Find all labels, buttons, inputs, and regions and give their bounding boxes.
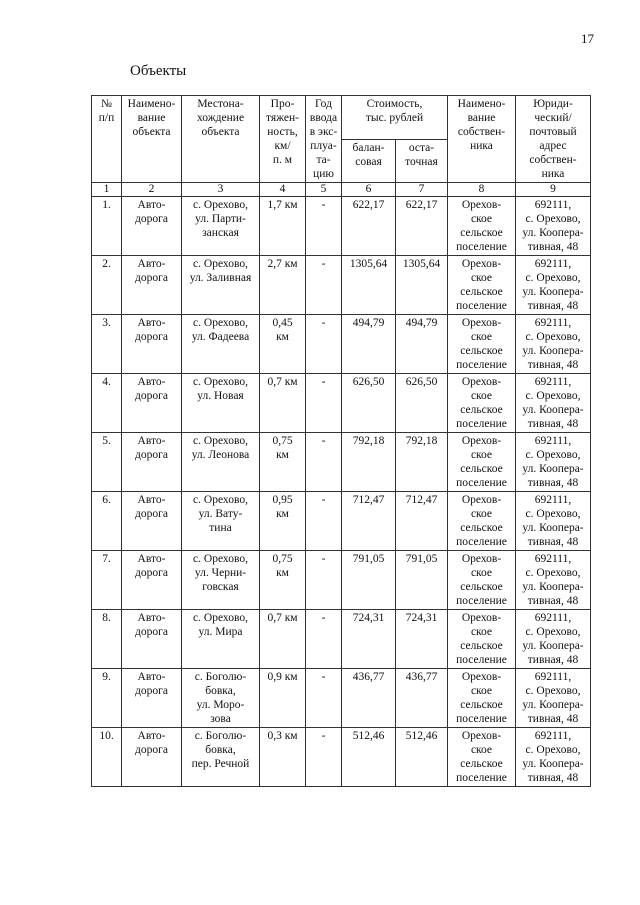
cell-owner: Орехов- ское сельское поселение (448, 433, 516, 492)
column-number: 4 (260, 183, 306, 197)
cell-owner: Орехов- ское сельское поселение (448, 492, 516, 551)
header-row (92, 96, 591, 140)
cell-location: с. Орехово, ул. Парти- занская (182, 197, 260, 256)
cell-address: 692111, с. Орехово, ул. Коопера- тивная, 48 (516, 610, 591, 669)
column-number: 9 (516, 183, 591, 197)
cell-address: 692111, с. Орехово, ул. Коопера- тивная, 48 (516, 256, 591, 315)
cell-balance: 712,47 (342, 492, 396, 551)
table-row (92, 551, 591, 610)
cell-num: 9. (92, 669, 122, 728)
cell-name: Авто- дорога (122, 256, 182, 315)
cell-residual: 622,17 (396, 197, 448, 256)
cell-owner: Орехов- ское сельское поселение (448, 256, 516, 315)
cell-name: Авто- дорога (122, 669, 182, 728)
cell-owner: Орехов- ское сельское поселение (448, 728, 516, 787)
cell-length: 2,7 км (260, 256, 306, 315)
cell-residual: 712,47 (396, 492, 448, 551)
cell-length: 1,7 км (260, 197, 306, 256)
column-number-row (92, 183, 591, 197)
cell-num: 4. (92, 374, 122, 433)
column-number: 2 (122, 183, 182, 197)
cell-balance: 494,79 (342, 315, 396, 374)
cell-location: с. Орехово, ул. Леонова (182, 433, 260, 492)
cell-name: Авто- дорога (122, 315, 182, 374)
cell-name: Авто- дорога (122, 197, 182, 256)
cell-length: 0,75 км (260, 551, 306, 610)
cell-year: - (306, 669, 342, 728)
cell-owner: Орехов- ское сельское поселение (448, 610, 516, 669)
cell-owner: Орехов- ское сельское поселение (448, 197, 516, 256)
cell-location: с. Боголю- бовка, пер. Речной (182, 728, 260, 787)
cell-year: - (306, 551, 342, 610)
column-number: 7 (396, 183, 448, 197)
cell-balance: 1305,64 (342, 256, 396, 315)
cell-balance: 622,17 (342, 197, 396, 256)
table-row (92, 492, 591, 551)
cell-location: с. Орехово, ул. Черни- говская (182, 551, 260, 610)
cell-residual: 436,77 (396, 669, 448, 728)
cell-name: Авто- дорога (122, 374, 182, 433)
cell-residual: 1305,64 (396, 256, 448, 315)
cell-num: 8. (92, 610, 122, 669)
cell-location: с. Орехово, ул. Вату- тина (182, 492, 260, 551)
header-owner: Наимено- вание собствен- ника (448, 96, 516, 183)
header-length: Про- тяжен- ность, км/ п. м (260, 96, 306, 183)
cell-name: Авто- дорога (122, 433, 182, 492)
cell-length: 0,3 км (260, 728, 306, 787)
cell-num: 1. (92, 197, 122, 256)
cell-address: 692111, с. Орехово, ул. Коопера- тивная, 48 (516, 728, 591, 787)
table-row (92, 610, 591, 669)
table-row (92, 374, 591, 433)
column-number: 1 (92, 183, 122, 197)
cell-balance: 626,50 (342, 374, 396, 433)
cell-name: Авто- дорога (122, 728, 182, 787)
cell-location: с. Орехово, ул. Мира (182, 610, 260, 669)
cell-address: 692111, с. Орехово, ул. Коопера- тивная, 48 (516, 492, 591, 551)
cell-num: 5. (92, 433, 122, 492)
cell-length: 0,95 км (260, 492, 306, 551)
table-row (92, 669, 591, 728)
cell-name: Авто- дорога (122, 492, 182, 551)
table-row (92, 728, 591, 787)
cell-owner: Орехов- ское сельское поселение (448, 669, 516, 728)
cell-num: 3. (92, 315, 122, 374)
cell-length: 0,7 км (260, 610, 306, 669)
cell-num: 6. (92, 492, 122, 551)
cell-residual: 494,79 (396, 315, 448, 374)
section-title: Объекты (130, 63, 187, 79)
cell-residual: 792,18 (396, 433, 448, 492)
cell-name: Авто- дорога (122, 610, 182, 669)
cell-year: - (306, 315, 342, 374)
cell-length: 0,75 км (260, 433, 306, 492)
cell-owner: Орехов- ское сельское поселение (448, 315, 516, 374)
cell-year: - (306, 256, 342, 315)
cell-balance: 724,31 (342, 610, 396, 669)
cell-year: - (306, 374, 342, 433)
cell-address: 692111, с. Орехово, ул. Коопера- тивная, 48 (516, 315, 591, 374)
cell-num: 10. (92, 728, 122, 787)
cell-residual: 626,50 (396, 374, 448, 433)
page-number: 17 (581, 31, 594, 46)
cell-residual: 791,05 (396, 551, 448, 610)
header-name: Наимено- вание объекта (122, 96, 182, 183)
cell-balance: 436,77 (342, 669, 396, 728)
cell-location: с. Боголю- бовка, ул. Моро- зова (182, 669, 260, 728)
header-year: Год ввода в экс- плуа- та- цию (306, 96, 342, 183)
cell-residual: 512,46 (396, 728, 448, 787)
cell-balance: 512,46 (342, 728, 396, 787)
table-row (92, 197, 591, 256)
cell-length: 0,45 км (260, 315, 306, 374)
cell-balance: 792,18 (342, 433, 396, 492)
column-number: 5 (306, 183, 342, 197)
cell-location: с. Орехово, ул. Новая (182, 374, 260, 433)
cell-location: с. Орехово, ул. Фадеева (182, 315, 260, 374)
column-number: 6 (342, 183, 396, 197)
header-location: Местона- хождение объекта (182, 96, 260, 183)
header-cost-balance: балан- совая (342, 139, 396, 183)
cell-balance: 791,05 (342, 551, 396, 610)
cell-residual: 724,31 (396, 610, 448, 669)
cell-owner: Орехов- ское сельское поселение (448, 551, 516, 610)
cell-length: 0,7 км (260, 374, 306, 433)
cell-address: 692111, с. Орехово, ул. Коопера- тивная, 48 (516, 197, 591, 256)
header-cost: Стоимость, тыс. рублей (342, 96, 448, 140)
cell-address: 692111, с. Орехово, ул. Коопера- тивная, 48 (516, 669, 591, 728)
cell-address: 692111, с. Орехово, ул. Коопера- тивная, 48 (516, 433, 591, 492)
column-number: 8 (448, 183, 516, 197)
cell-year: - (306, 728, 342, 787)
cell-length: 0,9 км (260, 669, 306, 728)
cell-address: 692111, с. Орехово, ул. Коопера- тивная, 48 (516, 374, 591, 433)
cell-owner: Орехов- ское сельское поселение (448, 374, 516, 433)
cell-num: 2. (92, 256, 122, 315)
cell-year: - (306, 610, 342, 669)
cell-year: - (306, 197, 342, 256)
header-address: Юриди- ческий/ почтовый адрес собствен- ника (516, 96, 591, 183)
table-row (92, 433, 591, 492)
cell-name: Авто- дорога (122, 551, 182, 610)
header-cost-residual: оста- точная (396, 139, 448, 183)
column-number: 3 (182, 183, 260, 197)
cell-address: 692111, с. Орехово, ул. Коопера- тивная, 48 (516, 551, 591, 610)
cell-location: с. Орехово, ул. Заливная (182, 256, 260, 315)
cell-year: - (306, 492, 342, 551)
table-row (92, 315, 591, 374)
header-num: № п/п (92, 96, 122, 183)
cell-num: 7. (92, 551, 122, 610)
cell-year: - (306, 433, 342, 492)
objects-table (91, 95, 591, 787)
table-row (92, 256, 591, 315)
